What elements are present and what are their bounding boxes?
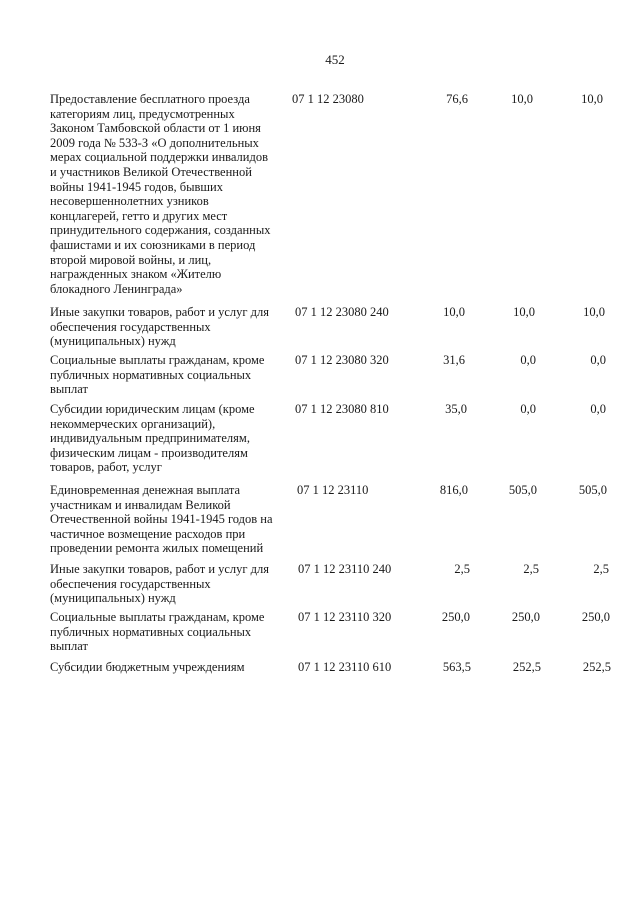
row-value-3: 10,0	[581, 92, 603, 106]
row-value-2: 0,0	[520, 402, 536, 416]
row-value-3: 2,5	[593, 562, 609, 576]
row-code: 07 1 12 23110 320	[298, 610, 392, 624]
row-value-2: 505,0	[508, 483, 537, 497]
row-description: Иные закупки товаров, работ и услуг для обеспечения государственных (муниципальных) нужд	[50, 305, 270, 349]
row-description: Единовременная денежная выплата участникам и инвалидам Великой Отечественной войны 1941-1945 годов на частичное возмещение расходов при проведении ремонта жилых помещений	[50, 483, 273, 556]
row-code: 07 1 12 23080 810	[295, 402, 389, 416]
row-value-1: 76,6	[446, 92, 468, 106]
row-value-2: 2,5	[523, 562, 539, 576]
row-value-3: 505,0	[578, 483, 607, 497]
row-value-3: 0,0	[590, 353, 606, 367]
row-value-1: 10,0	[443, 305, 465, 319]
row-description: Предоставление бесплатного проезда категориям лиц, предусмотренных Законом Тамбовской области от 1 июня 2009 года № 533-З «О дополнительных мерах социальной поддержки инвалидов и участников Великой Отечественной войны 1941-1945 годов, бывших несовершеннолетних узников концлагерей, гетто и других мест принудительного содержания, созданных фашистами и их союзниками в период второй мировой войны, и лиц, награжденных знаком «Жителю блокадного Ленинграда»	[50, 92, 271, 296]
row-value-2: 0,0	[520, 353, 536, 367]
row-code: 07 1 12 23080 320	[295, 353, 389, 367]
row-value-1: 250,0	[441, 610, 470, 624]
row-value-1: 35,0	[445, 402, 467, 416]
row-value-1: 563,5	[442, 660, 471, 674]
row-value-1: 816,0	[439, 483, 468, 497]
row-description: Иные закупки товаров, работ и услуг для обеспечения государственных (муниципальных) нужд	[50, 562, 270, 606]
row-value-3: 0,0	[590, 402, 606, 416]
row-description: Социальные выплаты гражданам, кроме публичных нормативных социальных выплат	[50, 353, 265, 397]
row-code: 07 1 12 23080	[292, 92, 364, 106]
row-value-1: 31,6	[443, 353, 465, 367]
row-value-2: 10,0	[513, 305, 535, 319]
page-number: 452	[325, 52, 345, 67]
row-description: Субсидии юридическим лицам (кроме некоммерческих организаций), индивидуальным предпринимателям, физическим лицам - производителям товаров, работ, услуг	[50, 402, 255, 475]
row-value-3: 250,0	[581, 610, 610, 624]
row-value-2: 252,5	[512, 660, 541, 674]
row-value-1: 2,5	[454, 562, 470, 576]
row-value-3: 252,5	[582, 660, 611, 674]
row-value-2: 10,0	[511, 92, 533, 106]
row-code: 07 1 12 23110	[297, 483, 369, 497]
row-value-3: 10,0	[583, 305, 605, 319]
row-description: Субсидии бюджетным учреждениям	[50, 660, 245, 674]
row-code: 07 1 12 23110 610	[298, 660, 392, 674]
row-value-2: 250,0	[511, 610, 540, 624]
row-description: Социальные выплаты гражданам, кроме публичных нормативных социальных выплат	[50, 610, 265, 654]
row-code: 07 1 12 23080 240	[295, 305, 389, 319]
row-code: 07 1 12 23110 240	[298, 562, 392, 576]
